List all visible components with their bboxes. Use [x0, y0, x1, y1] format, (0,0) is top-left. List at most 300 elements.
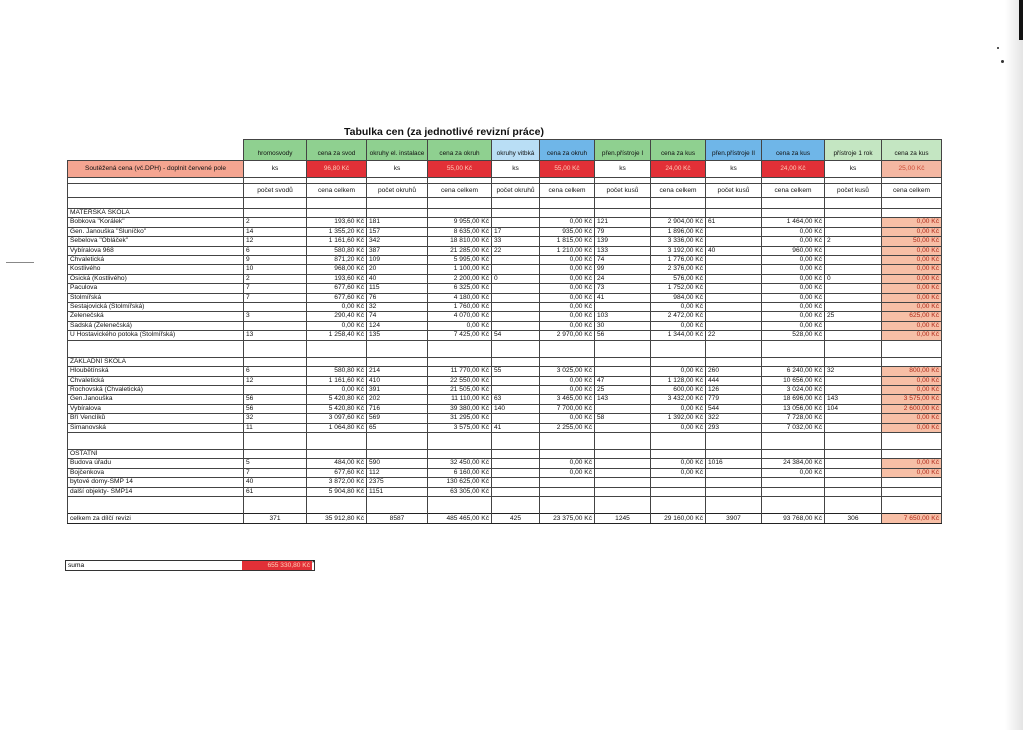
scan-edge-shadow: [1005, 0, 1023, 730]
spacer-cell: [762, 340, 825, 357]
spacer-cell: [307, 496, 367, 513]
spacer-cell: [492, 432, 540, 449]
table-row: [68, 256, 942, 265]
total-cell: 3907: [706, 513, 762, 523]
total-spacer: [68, 496, 942, 513]
spacer-cell: [651, 432, 706, 449]
price-cell: 130 625,00 Kč: [428, 478, 492, 487]
price-cell: 984,00 Kč: [651, 293, 706, 302]
price-cell: 1 355,20 Kč: [307, 227, 367, 236]
count-cell: 32: [825, 367, 882, 376]
section-cell: [540, 209, 595, 218]
count-cell: 139: [595, 237, 651, 246]
price-cell: 1 064,80 Kč: [307, 423, 367, 432]
count-cell: [492, 303, 540, 312]
header-cell: [244, 140, 307, 161]
section-spacer: [68, 340, 942, 357]
price-cell: 0,00 Kč: [651, 367, 706, 376]
row-name: Rochovská (Chvaletická): [68, 385, 244, 394]
subheader-cell: počet kusů: [595, 184, 651, 198]
header-cell: [651, 140, 706, 161]
count-cell: [595, 367, 651, 376]
spacer-cell: [706, 340, 762, 357]
count-cell: 293: [706, 423, 762, 432]
price-cell: 39 380,00 Kč: [428, 404, 492, 413]
spacer-cell: [540, 340, 595, 357]
price-cell: 22 550,00 Kč: [428, 376, 492, 385]
price-cell: 193,60 Kč: [307, 218, 367, 227]
header-cell: [307, 140, 367, 161]
price-cell: 0,00 Kč: [882, 227, 942, 236]
price-cell: 1 100,00 Kč: [428, 265, 492, 274]
count-cell: 47: [595, 376, 651, 385]
section-cell: [882, 357, 942, 366]
header-label: okruhy el. instalace: [369, 150, 425, 157]
row-name: bytové domy-SMP 14: [68, 478, 244, 487]
count-cell: 157: [367, 227, 428, 236]
count-cell: [595, 478, 651, 487]
price-cell: 0,00 Kč: [540, 468, 595, 477]
table-row: [68, 265, 942, 274]
price-cell: 3 025,00 Kč: [540, 367, 595, 376]
count-cell: 7: [244, 284, 307, 293]
row-name: Chvaletická: [68, 256, 244, 265]
spacer-cell: [882, 340, 942, 357]
count-cell: [825, 459, 882, 468]
spacer-cell: [367, 340, 428, 357]
row-name: Štolmířská: [68, 293, 244, 302]
price-cell: 1 392,00 Kč: [651, 414, 706, 423]
row-name: Vybíralova 968: [68, 246, 244, 255]
count-cell: 3: [244, 312, 307, 321]
price-cell: 0,00 Kč: [307, 303, 367, 312]
header-cell: [595, 140, 651, 161]
price-cell: 0,00 Kč: [882, 293, 942, 302]
count-cell: 1016: [706, 459, 762, 468]
header-empty: [68, 140, 244, 161]
price-cell: 0,00 Kč: [651, 404, 706, 413]
count-cell: 0: [492, 274, 540, 283]
count-cell: 109: [367, 256, 428, 265]
spacer-cell: [651, 496, 706, 513]
spacer-cell: [244, 198, 307, 209]
price-cell: 0,00 Kč: [762, 227, 825, 236]
count-cell: [706, 256, 762, 265]
count-cell: 33: [492, 237, 540, 246]
header-label: cena za okruh: [546, 150, 588, 157]
count-cell: 41: [595, 293, 651, 302]
price-cell: 528,00 Kč: [762, 331, 825, 340]
count-cell: [706, 284, 762, 293]
count-cell: [492, 487, 540, 496]
price-cell: 2 600,00 Kč: [882, 404, 942, 413]
count-cell: 55: [492, 367, 540, 376]
unit-price-input: 55,00 Kč: [540, 161, 595, 178]
count-cell: 32: [244, 414, 307, 423]
count-cell: 22: [706, 331, 762, 340]
price-cell: 1 161,60 Kč: [307, 237, 367, 246]
count-cell: 7: [244, 468, 307, 477]
price-cell: 10 656,00 Kč: [762, 376, 825, 385]
count-cell: 124: [367, 321, 428, 330]
subheader-cell: cena celkem: [651, 184, 706, 198]
count-cell: [825, 246, 882, 255]
row-name: Hloubětínská: [68, 367, 244, 376]
count-cell: 74: [595, 256, 651, 265]
row-name: Gen. Janouška "Sluníčko": [68, 227, 244, 236]
count-cell: 79: [595, 227, 651, 236]
count-cell: [492, 468, 540, 477]
price-cell: 935,00 Kč: [540, 227, 595, 236]
count-cell: 17: [492, 227, 540, 236]
section-cell: [367, 209, 428, 218]
header-label: cena za kus: [775, 150, 811, 157]
price-cell: 21 285,00 Kč: [428, 246, 492, 255]
section-cell: [706, 357, 762, 366]
count-cell: [825, 227, 882, 236]
scan-speck: [997, 47, 999, 49]
price-cell: 1 896,00 Kč: [651, 227, 706, 236]
row-name: Bobkova "Korálek": [68, 218, 244, 227]
price-cell: 0,00 Kč: [540, 414, 595, 423]
scan-speck: [1001, 60, 1004, 63]
price-cell: 0,00 Kč: [540, 218, 595, 227]
count-cell: [825, 331, 882, 340]
count-cell: [825, 284, 882, 293]
count-cell: 112: [367, 468, 428, 477]
section-cell: [244, 449, 307, 458]
section-cell: [706, 209, 762, 218]
price-cell: 0,00 Kč: [540, 376, 595, 385]
spacer-cell: [825, 198, 882, 209]
count-cell: [595, 404, 651, 413]
price-table: [67, 139, 942, 524]
count-cell: 65: [367, 423, 428, 432]
price-cell: 4 070,00 Kč: [428, 312, 492, 321]
table-row: [68, 246, 942, 255]
count-cell: [825, 376, 882, 385]
count-cell: 6: [244, 246, 307, 255]
price-cell: 18 696,00 Kč: [762, 395, 825, 404]
count-cell: 73: [595, 284, 651, 293]
count-cell: [706, 265, 762, 274]
count-cell: 74: [367, 312, 428, 321]
count-cell: [492, 218, 540, 227]
price-cell: 0,00 Kč: [882, 274, 942, 283]
row-name: Paculova: [68, 284, 244, 293]
sum-box: [65, 560, 315, 571]
unit-label: ks: [825, 161, 882, 178]
table-row: [68, 367, 942, 376]
spacer-cell: [595, 432, 651, 449]
subheader-cell: počet okruhů: [492, 184, 540, 198]
spacer-cell: [762, 198, 825, 209]
price-cell: [882, 478, 942, 487]
row-name: Sadská (Zelenečská): [68, 321, 244, 330]
row-name: Bří Venclíků: [68, 414, 244, 423]
spacer-cell: [540, 432, 595, 449]
header-label: cena za kus: [894, 150, 929, 157]
count-cell: 140: [492, 404, 540, 413]
spacer-cell: [492, 198, 540, 209]
count-cell: 40: [244, 478, 307, 487]
count-cell: [595, 487, 651, 496]
count-cell: [825, 478, 882, 487]
price-cell: 21 505,00 Kč: [428, 385, 492, 394]
subheader-cell: cena celkem: [428, 184, 492, 198]
spacer-cell: [492, 496, 540, 513]
scan-dash: [6, 262, 34, 263]
section-cell: [307, 357, 367, 366]
subheader-cell: počet kusů: [706, 184, 762, 198]
price-cell: [540, 487, 595, 496]
price-cell: 11 110,00 Kč: [428, 395, 492, 404]
table-row: [68, 321, 942, 330]
spacer-cell: [244, 340, 307, 357]
header-cell: [706, 140, 762, 161]
price-cell: 0,00 Kč: [762, 293, 825, 302]
price-cell: 0,00 Kč: [540, 274, 595, 283]
total-cell: 306: [825, 513, 882, 523]
section-cell: [492, 449, 540, 458]
subheader-row: [68, 184, 942, 198]
count-cell: [825, 293, 882, 302]
price-cell: 0,00 Kč: [762, 321, 825, 330]
count-cell: 115: [367, 284, 428, 293]
row-name: Vybíralova: [68, 404, 244, 413]
row-name: Zelenečská: [68, 312, 244, 321]
total-cell: 29 160,00 Kč: [651, 513, 706, 523]
count-cell: [706, 293, 762, 302]
count-cell: 104: [825, 404, 882, 413]
spacer-cell: [762, 496, 825, 513]
row-name: Šebelova "Obláček": [68, 237, 244, 246]
count-cell: 40: [706, 246, 762, 255]
section-cell: [492, 357, 540, 366]
table-row: [68, 293, 942, 302]
price-cell: 1 815,00 Kč: [540, 237, 595, 246]
spacer-cell: [68, 340, 244, 357]
price-cell: 0,00 Kč: [762, 274, 825, 283]
count-cell: [492, 265, 540, 274]
count-cell: 56: [595, 331, 651, 340]
count-cell: 41: [492, 423, 540, 432]
count-cell: [825, 303, 882, 312]
spacer-cell: [595, 340, 651, 357]
count-cell: [595, 423, 651, 432]
count-cell: 11: [244, 423, 307, 432]
price-cell: 5 995,00 Kč: [428, 256, 492, 265]
count-cell: 143: [595, 395, 651, 404]
table-row: [68, 274, 942, 283]
count-cell: 126: [706, 385, 762, 394]
spacer-cell: [651, 340, 706, 357]
section-title: OSTATNÍ: [68, 449, 244, 458]
count-cell: 61: [706, 218, 762, 227]
count-cell: [706, 274, 762, 283]
total-cell: 485 465,00 Kč: [428, 513, 492, 523]
price-cell: 600,00 Kč: [651, 385, 706, 394]
table-row: [68, 468, 942, 477]
row-name: další objekty- SMP14: [68, 487, 244, 496]
spacer-cell: [244, 496, 307, 513]
price-cell: 5 904,80 Kč: [307, 487, 367, 496]
price-cell: 484,00 Kč: [307, 459, 367, 468]
count-cell: [595, 459, 651, 468]
subheader-empty: [68, 184, 244, 198]
count-cell: [244, 303, 307, 312]
header-cell: [540, 140, 595, 161]
count-cell: 2375: [367, 478, 428, 487]
subheader-cell: počet kusů: [825, 184, 882, 198]
count-cell: 121: [595, 218, 651, 227]
section-cell: [367, 449, 428, 458]
table-row: [68, 414, 942, 423]
count-cell: [492, 459, 540, 468]
count-cell: [492, 293, 540, 302]
count-cell: [825, 414, 882, 423]
spacer-cell: [367, 496, 428, 513]
count-cell: [706, 227, 762, 236]
table-row: [68, 487, 942, 496]
total-cell: 35 912,80 Kč: [307, 513, 367, 523]
price-cell: 3 575,00 Kč: [428, 423, 492, 432]
price-cell: 0,00 Kč: [762, 312, 825, 321]
price-cell: 0,00 Kč: [882, 303, 942, 312]
count-cell: 590: [367, 459, 428, 468]
count-cell: 63: [492, 395, 540, 404]
section-cell: [540, 357, 595, 366]
price-cell: 0,00 Kč: [307, 385, 367, 394]
price-cell: 968,00 Kč: [307, 265, 367, 274]
section-cell: [595, 449, 651, 458]
total-label: celkem za dílčí revizi: [68, 513, 244, 523]
spacer-cell: [307, 432, 367, 449]
price-cell: 3 192,00 Kč: [651, 246, 706, 255]
count-cell: 779: [706, 395, 762, 404]
section-cell: [825, 209, 882, 218]
spacer-cell: [68, 432, 244, 449]
price-cell: 0,00 Kč: [428, 321, 492, 330]
price-cell: 0,00 Kč: [651, 303, 706, 312]
price-cell: 0,00 Kč: [882, 423, 942, 432]
count-cell: [492, 312, 540, 321]
price-cell: 0,00 Kč: [762, 256, 825, 265]
row-name: Šestajovická (Štolmířská): [68, 303, 244, 312]
count-cell: 25: [595, 385, 651, 394]
price-cell: 0,00 Kč: [651, 321, 706, 330]
spacer-cell: [428, 432, 492, 449]
section-cell: [428, 209, 492, 218]
spacer-cell: [651, 198, 706, 209]
price-cell: 677,60 Kč: [307, 468, 367, 477]
price-row: [68, 161, 942, 178]
price-cell: [882, 487, 942, 496]
count-cell: 387: [367, 246, 428, 255]
count-cell: [492, 321, 540, 330]
price-cell: 7 425,00 Kč: [428, 331, 492, 340]
row-name: Chvaletická: [68, 376, 244, 385]
price-cell: 2 255,00 Kč: [540, 423, 595, 432]
section-title: MATEŘSKÁ ŠKOLA: [68, 209, 244, 218]
price-cell: 8 635,00 Kč: [428, 227, 492, 236]
count-cell: 25: [825, 312, 882, 321]
price-cell: 193,60 Kč: [307, 274, 367, 283]
header-cell: [367, 140, 428, 161]
count-cell: [706, 312, 762, 321]
price-cell: 3 336,00 Kč: [651, 237, 706, 246]
count-cell: 2: [244, 274, 307, 283]
spacer-cell: [706, 432, 762, 449]
section-cell: [244, 357, 307, 366]
table-row: [68, 237, 942, 246]
price-cell: 0,00 Kč: [651, 468, 706, 477]
count-cell: 61: [244, 487, 307, 496]
spacer-cell: [68, 496, 244, 513]
count-cell: 202: [367, 395, 428, 404]
price-cell: 677,60 Kč: [307, 293, 367, 302]
count-cell: 10: [244, 265, 307, 274]
unit-price-input: 55,00 Kč: [428, 161, 492, 178]
price-cell: [651, 478, 706, 487]
header-label: okruhy vitbká: [496, 150, 535, 157]
count-cell: 13: [244, 331, 307, 340]
price-cell: 0,00 Kč: [540, 303, 595, 312]
price-cell: 3 872,00 Kč: [307, 478, 367, 487]
price-cell: [651, 487, 706, 496]
section-cell: [307, 209, 367, 218]
page-title: Tabulka cen (za jednotlivé revizní práce): [344, 126, 544, 138]
spacer-cell: [428, 340, 492, 357]
subheader-cell: počet svodů: [244, 184, 307, 198]
table-row: [68, 376, 942, 385]
price-cell: 0,00 Kč: [540, 385, 595, 394]
price-cell: 0,00 Kč: [540, 459, 595, 468]
spacer-cell: [882, 198, 942, 209]
count-cell: 322: [706, 414, 762, 423]
price-cell: 3 024,00 Kč: [762, 385, 825, 394]
count-cell: 133: [595, 246, 651, 255]
count-cell: 76: [367, 293, 428, 302]
table-row: [68, 395, 942, 404]
header-label: hromosvody: [257, 150, 293, 157]
price-cell: 6 160,00 Kč: [428, 468, 492, 477]
price-cell: 580,80 Kč: [307, 246, 367, 255]
count-cell: 40: [367, 274, 428, 283]
section-cell: [882, 209, 942, 218]
header-label: přístroje 1 rok: [833, 150, 873, 157]
count-cell: [825, 256, 882, 265]
count-cell: [492, 414, 540, 423]
section-cell: [882, 449, 942, 458]
total-cell: 23 375,00 Kč: [540, 513, 595, 523]
spacer-cell: [595, 496, 651, 513]
count-cell: 2: [825, 237, 882, 246]
spacer-cell: [540, 496, 595, 513]
count-cell: [492, 478, 540, 487]
price-cell: 0,00 Kč: [762, 237, 825, 246]
price-cell: 0,00 Kč: [882, 414, 942, 423]
spacer-cell: [706, 198, 762, 209]
price-cell: 0,00 Kč: [882, 246, 942, 255]
count-cell: 391: [367, 385, 428, 394]
price-cell: 18 810,00 Kč: [428, 237, 492, 246]
price-cell: 50,00 Kč: [882, 237, 942, 246]
price-label: Soutěžená cena (vč.DPH) - doplnit červené pole: [68, 161, 244, 178]
price-cell: 625,00 Kč: [882, 312, 942, 321]
spacer-cell: [540, 198, 595, 209]
row-name: Osická (Kostlivého): [68, 274, 244, 283]
